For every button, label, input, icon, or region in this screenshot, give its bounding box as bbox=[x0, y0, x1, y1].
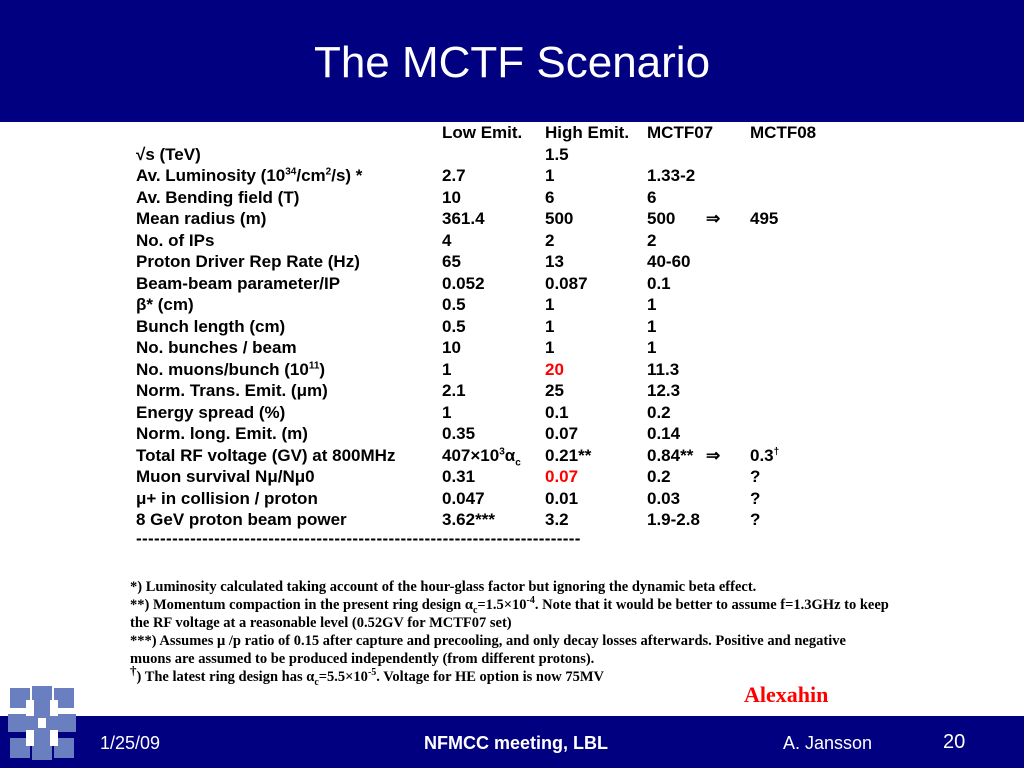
row-label: No. bunches / beam bbox=[136, 338, 297, 357]
row-label: Energy spread (%) bbox=[136, 402, 286, 422]
value-low: 10 bbox=[442, 187, 461, 207]
note-sub: c bbox=[472, 604, 478, 616]
row-label bbox=[136, 165, 362, 187]
col-header-mctf07: MCTF07 bbox=[647, 123, 714, 142]
signer-name: Alexahin bbox=[744, 682, 829, 707]
implies-arrow-icon: ⇒ bbox=[706, 445, 721, 465]
value-high: 6 bbox=[545, 187, 555, 207]
label-part: Av. Luminosity (10 bbox=[136, 166, 286, 185]
value-high: 3.2 bbox=[545, 510, 569, 529]
title-bar bbox=[0, 0, 1024, 122]
label-part: Norm. Trans. Emit. ( bbox=[136, 381, 297, 400]
value-high: 0.1 bbox=[545, 402, 569, 422]
col-header-mctf08: MCTF08 bbox=[750, 123, 817, 142]
alpha-symbol: α bbox=[504, 445, 516, 465]
label-sup: 11 bbox=[308, 359, 320, 371]
label-part: m) bbox=[307, 381, 328, 400]
value-mctf07: 12.3 bbox=[647, 381, 681, 400]
row-label: 8 GeV proton beam power bbox=[136, 510, 347, 529]
alpha-symbol: α bbox=[464, 597, 473, 613]
value-high: 20 bbox=[545, 359, 564, 379]
row-label: Mean radius (m) bbox=[136, 209, 267, 228]
value-mctf07: 0.2 bbox=[647, 467, 671, 486]
value-mctf07: 0.14 bbox=[647, 424, 681, 443]
value-mctf07: 1.9-2.8 bbox=[647, 510, 700, 529]
value-mctf07: 2 bbox=[647, 230, 657, 250]
row-label bbox=[136, 488, 318, 510]
value-mctf07: 500 bbox=[647, 209, 676, 228]
label-part: /s) * bbox=[331, 166, 363, 185]
label-sup: 34 bbox=[285, 166, 297, 178]
value-mctf07: 1 bbox=[647, 338, 657, 357]
row-label: Norm. long. Emit. (m) bbox=[136, 424, 308, 443]
row-label: Proton Driver Rep Rate (Hz) bbox=[136, 252, 360, 271]
value-low: 0.35 bbox=[442, 424, 476, 443]
value-high: 0.07 bbox=[545, 424, 579, 443]
note-sub: c bbox=[314, 676, 319, 688]
slide-title: The MCTF Scenario bbox=[313, 38, 711, 87]
value-mctf08: ? bbox=[750, 488, 761, 508]
note-text: . Voltage for HE option is now 75MV bbox=[376, 669, 605, 685]
note-text: **) Momentum compaction in the present ring design bbox=[130, 597, 465, 613]
value-high: 0.087 bbox=[545, 273, 588, 293]
col-header-high-emit: High Emit. bbox=[545, 123, 630, 142]
table-separator: -------------------------------------------------------------------------- bbox=[136, 529, 581, 548]
value-sup: 3 bbox=[499, 445, 505, 457]
value-mctf08: ? bbox=[750, 467, 761, 486]
mu-symbol: μ bbox=[296, 381, 307, 400]
row-label bbox=[136, 466, 315, 488]
value-low: 0.5 bbox=[442, 295, 466, 314]
value-mctf07: 6 bbox=[647, 187, 657, 207]
value-mctf08: 495 bbox=[750, 209, 779, 228]
value-high: 1 bbox=[545, 338, 555, 357]
value-part: 407×10 bbox=[442, 445, 500, 465]
label-text: + in collision / proton bbox=[146, 488, 318, 508]
value-mctf07: 0.84** bbox=[647, 445, 694, 465]
value-high: 1 bbox=[545, 166, 555, 185]
beta-symbol: β bbox=[136, 295, 147, 314]
value-high: 1 bbox=[545, 295, 555, 314]
value-low: 0.052 bbox=[442, 273, 485, 293]
value-mctf08 bbox=[750, 445, 779, 467]
note-text: ***) Assumes bbox=[130, 633, 218, 649]
row-label: Total RF voltage (GV) at 800MHz bbox=[136, 445, 396, 465]
note-text: =1.5×10 bbox=[477, 597, 527, 613]
value-mctf07: 1 bbox=[647, 316, 657, 336]
row-label: Av. Bending field (T) bbox=[136, 187, 300, 207]
value-high: 1 bbox=[545, 316, 555, 336]
label-text: s (TeV) bbox=[145, 144, 201, 164]
value-low: 0.31 bbox=[442, 467, 476, 486]
label-part: /cm bbox=[296, 166, 326, 185]
dagger-sup: † bbox=[130, 663, 137, 679]
value-low: 4 bbox=[442, 230, 452, 250]
footer-bar bbox=[0, 716, 1024, 768]
alpha-symbol: α bbox=[306, 669, 315, 685]
value-low bbox=[442, 445, 521, 467]
footer-author: A. Jansson bbox=[783, 733, 873, 753]
value-low: 2.1 bbox=[442, 381, 466, 400]
mu-symbol: μ bbox=[217, 633, 226, 649]
value-sub: c bbox=[515, 456, 521, 468]
label-part: ) bbox=[319, 359, 326, 379]
value-low: 0.047 bbox=[442, 488, 485, 508]
value-high: 0.07 bbox=[545, 467, 579, 486]
row-label bbox=[136, 380, 328, 402]
value-high: 25 bbox=[545, 381, 564, 400]
value-high: 500 bbox=[545, 209, 574, 228]
footer-page-number: 20 bbox=[943, 731, 966, 753]
value-low: 361.4 bbox=[442, 209, 485, 228]
value-mctf07: 0.2 bbox=[647, 402, 671, 422]
row-label: No. of IPs bbox=[136, 230, 215, 250]
note-text: ) The latest ring design has bbox=[136, 669, 307, 685]
value-mctf07: 11.3 bbox=[647, 359, 680, 379]
footnotes bbox=[130, 578, 890, 686]
implies-arrow-icon: ⇒ bbox=[706, 209, 721, 228]
footnote-2 bbox=[130, 596, 890, 632]
value-high: 0.01 bbox=[545, 488, 579, 508]
fermilab-logo-icon bbox=[8, 686, 76, 760]
value-mctf08: ? bbox=[750, 510, 761, 529]
value-high: 13 bbox=[545, 252, 564, 271]
row-label bbox=[136, 294, 194, 316]
footer-date: 1/25/09 bbox=[100, 733, 161, 753]
value-mctf07: 1.33-2 bbox=[647, 166, 696, 185]
value-mctf07: 40-60 bbox=[647, 252, 691, 271]
value-low: 1 bbox=[442, 402, 452, 422]
label-part: Muon survival N bbox=[136, 467, 268, 486]
value-high: 0.21** bbox=[545, 445, 592, 465]
note-text: /p ratio of 0.15 after capture and precooling, and only decay losses afterwards. Positive and negative muons are assumed to be produced independently (from different protons). bbox=[130, 633, 846, 667]
value-mctf07: 0.1 bbox=[647, 273, 671, 293]
value-mctf07: 0.03 bbox=[647, 488, 681, 508]
value-mctf07: 1 bbox=[647, 295, 657, 314]
row-label bbox=[136, 359, 325, 381]
note-text: . Note that it would be better to assume f=1.3GHz to keep the RF voltage at a reasonable level (0.52GV for MCTF07 set) bbox=[130, 597, 889, 631]
label-part: /N bbox=[277, 467, 295, 486]
value-high: 2 bbox=[545, 230, 555, 250]
mu-symbol: μ bbox=[136, 488, 147, 508]
value-part: 0.3 bbox=[750, 445, 774, 465]
value-low: 3.62*** bbox=[442, 510, 495, 529]
footer-meeting: NFMCC meeting, LBL bbox=[424, 733, 608, 753]
sqrt-symbol: √ bbox=[136, 144, 146, 164]
label-text: * (cm) bbox=[146, 295, 194, 314]
value-low: 10 bbox=[442, 338, 461, 357]
label-sup: 2 bbox=[325, 166, 332, 178]
note-sup: -5 bbox=[367, 667, 377, 679]
note-text: =5.5×10 bbox=[318, 669, 368, 685]
mu-symbol: μ bbox=[294, 467, 306, 486]
col-header-low-emit: Low Emit. bbox=[442, 123, 523, 142]
row-label: Bunch length (cm) bbox=[136, 316, 286, 336]
row-label bbox=[136, 144, 201, 166]
value-high: 1.5 bbox=[545, 144, 569, 164]
footnote-1: *) Luminosity calculated taking account of the hour-glass factor but ignoring the dynamic beta effect. bbox=[130, 579, 757, 595]
value-low: 1 bbox=[442, 359, 452, 379]
value-low: 65 bbox=[442, 252, 461, 271]
footnote-3 bbox=[130, 632, 890, 668]
dagger-sup: † bbox=[773, 445, 780, 457]
label-part: 0 bbox=[305, 467, 315, 486]
value-low: 2.7 bbox=[442, 166, 466, 185]
row-label: Beam-beam parameter/IP bbox=[136, 273, 341, 293]
mu-symbol: μ bbox=[267, 467, 278, 486]
label-part: No. muons/bunch (10 bbox=[136, 359, 309, 379]
value-low: 0.5 bbox=[442, 316, 466, 336]
note-sup: -4 bbox=[526, 595, 535, 607]
